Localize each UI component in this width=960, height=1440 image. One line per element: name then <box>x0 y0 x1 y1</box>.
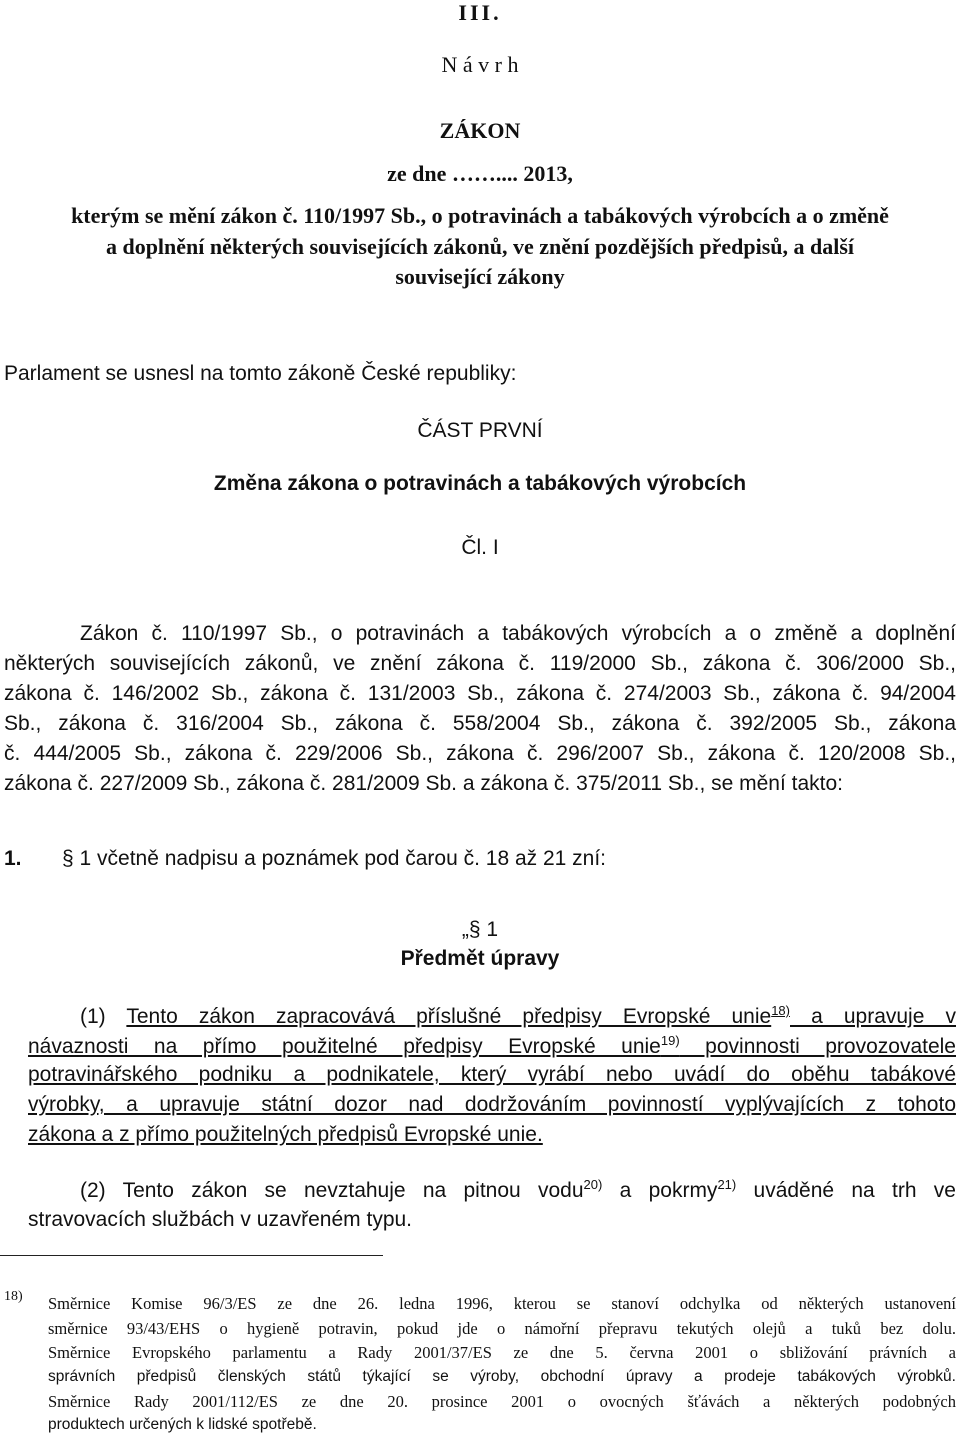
para1-number: (1) <box>80 1005 127 1028</box>
draft-label: N á v r h <box>441 52 519 77</box>
footnote-line-1: Směrnice Komise 96/3/ES ze dne 26. ledna 1996, kterou se stanoví odchylka od některých ustanovení <box>48 1294 956 1313</box>
law-title-line-3: související zákony <box>395 264 565 289</box>
intro-line-5: č. 444/2005 Sb., zákona č. 229/2006 Sb., zákona č. 296/2007 Sb., zákona č. 120/2008 Sb., <box>4 742 956 765</box>
footnote-line-5: Směrnice Rady 2001/112/ES ze dne 20. prosince 2001 o ovocných šťávách a některých podobných <box>48 1392 956 1411</box>
footnote-separator <box>0 1255 383 1256</box>
para1-line-1 <box>80 1005 956 1029</box>
para2-line-1 <box>80 1179 956 1203</box>
footnote-ref-19[interactable]: 19) <box>660 1033 680 1048</box>
article-label: Čl. I <box>461 536 499 559</box>
footnote-mark-18: 18) <box>4 1289 23 1304</box>
intro-line-3: zákona č. 146/2002 Sb., zákona č. 131/2003 Sb., zákona č. 274/2003 Sb., zákona č. 94/2004 <box>4 682 956 705</box>
law-title-line-1: kterým se mění zákon č. 110/1997 Sb., o potravinách a tabákových výrobcích a o změně <box>71 203 889 228</box>
point-number: 1. <box>4 847 22 870</box>
section-heading: Předmět úpravy <box>400 947 560 970</box>
intro-line-4: Sb., zákona č. 316/2004 Sb., zákona č. 558/2004 Sb., zákona č. 392/2005 Sb., zákona <box>4 712 956 735</box>
footnote-line-2: směrnice 93/43/EHS o hygieně potravin, pokud jde o námořní přepravu tekutých olejů a tuků bez dolu. <box>48 1319 956 1338</box>
section-sign: „§ 1 <box>461 918 499 941</box>
para1-line-5: zákona a z přímo použitelných předpisů Evropské unie. <box>28 1123 543 1146</box>
law-date: ze dne …….... 2013, <box>387 161 573 186</box>
footnote-ref-20[interactable]: 20) <box>583 1177 603 1192</box>
section-roman-numeral: III. <box>458 0 502 25</box>
para1-line-2 <box>28 1035 956 1059</box>
footnote-ref-18[interactable]: 18) <box>771 1003 790 1018</box>
intro-line-2: některých souvisejících zákonů, ve znění zákona č. 119/2000 Sb., zákona č. 306/2000 Sb., <box>4 652 956 675</box>
footnote-line-6: produktech určených k lidské spotřebě. <box>48 1416 317 1433</box>
footnote-line-3: Směrnice Evropského parlamentu a Rady 2001/37/ES ze dne 5. června 2001 o sbližování právních a <box>48 1343 956 1362</box>
para2-text-3: uváděné na trh ve <box>736 1179 956 1202</box>
para2-text-2: a pokrmy <box>602 1179 718 1202</box>
intro-line-1: Zákon č. 110/1997 Sb., o potravinách a tabákových výrobcích a o změně a doplnění <box>80 622 956 645</box>
part-label: ČÁST PRVNÍ <box>417 419 543 442</box>
para1-text-3: návaznosti na přímo použitelné předpisy Evropské unie <box>28 1035 661 1058</box>
para1-line-4: výrobky, a upravuje státní dozor nad dodržováním povinností vyplývajících z tohoto <box>28 1093 956 1116</box>
point-text: § 1 včetně nadpisu a poznámek pod čarou č. 18 až 21 zní: <box>62 847 607 870</box>
law-heading: ZÁKON <box>439 118 521 143</box>
part-title: Změna zákona o potravinách a tabákových výrobcích <box>213 472 747 495</box>
para1-line-3: potravinářského podniku a podnikatele, který vyrábí nebo uvádí do oběhu tabákové <box>28 1063 956 1086</box>
para1-text-1: Tento zákon zapracovává příslušné předpisy Evropské unie <box>126 1005 772 1028</box>
preamble: Parlament se usnesl na tomto zákoně České republiky: <box>4 362 517 385</box>
para2-text-1: (2) Tento zákon se nevztahuje na pitnou vodu <box>80 1179 584 1202</box>
para1-text-4: povinnosti provozovatele <box>679 1035 956 1058</box>
footnote-ref-21[interactable]: 21) <box>717 1177 737 1192</box>
para1-text-2: a upravuje v <box>790 1005 956 1028</box>
law-title-line-2: a doplnění některých souvisejících zákonů, ve znění pozdějších předpisů, a další <box>105 234 855 259</box>
footnote-line-4: správních předpisů členských států týkající se výroby, obchodní úpravy a prodeje tabákových výrobků. <box>48 1368 956 1385</box>
intro-line-6: zákona č. 227/2009 Sb., zákona č. 281/2009 Sb. a zákona č. 375/2011 Sb., se mění takto: <box>4 772 844 795</box>
para2-line-2: stravovacích službách v uzavřeném typu. <box>28 1208 413 1231</box>
